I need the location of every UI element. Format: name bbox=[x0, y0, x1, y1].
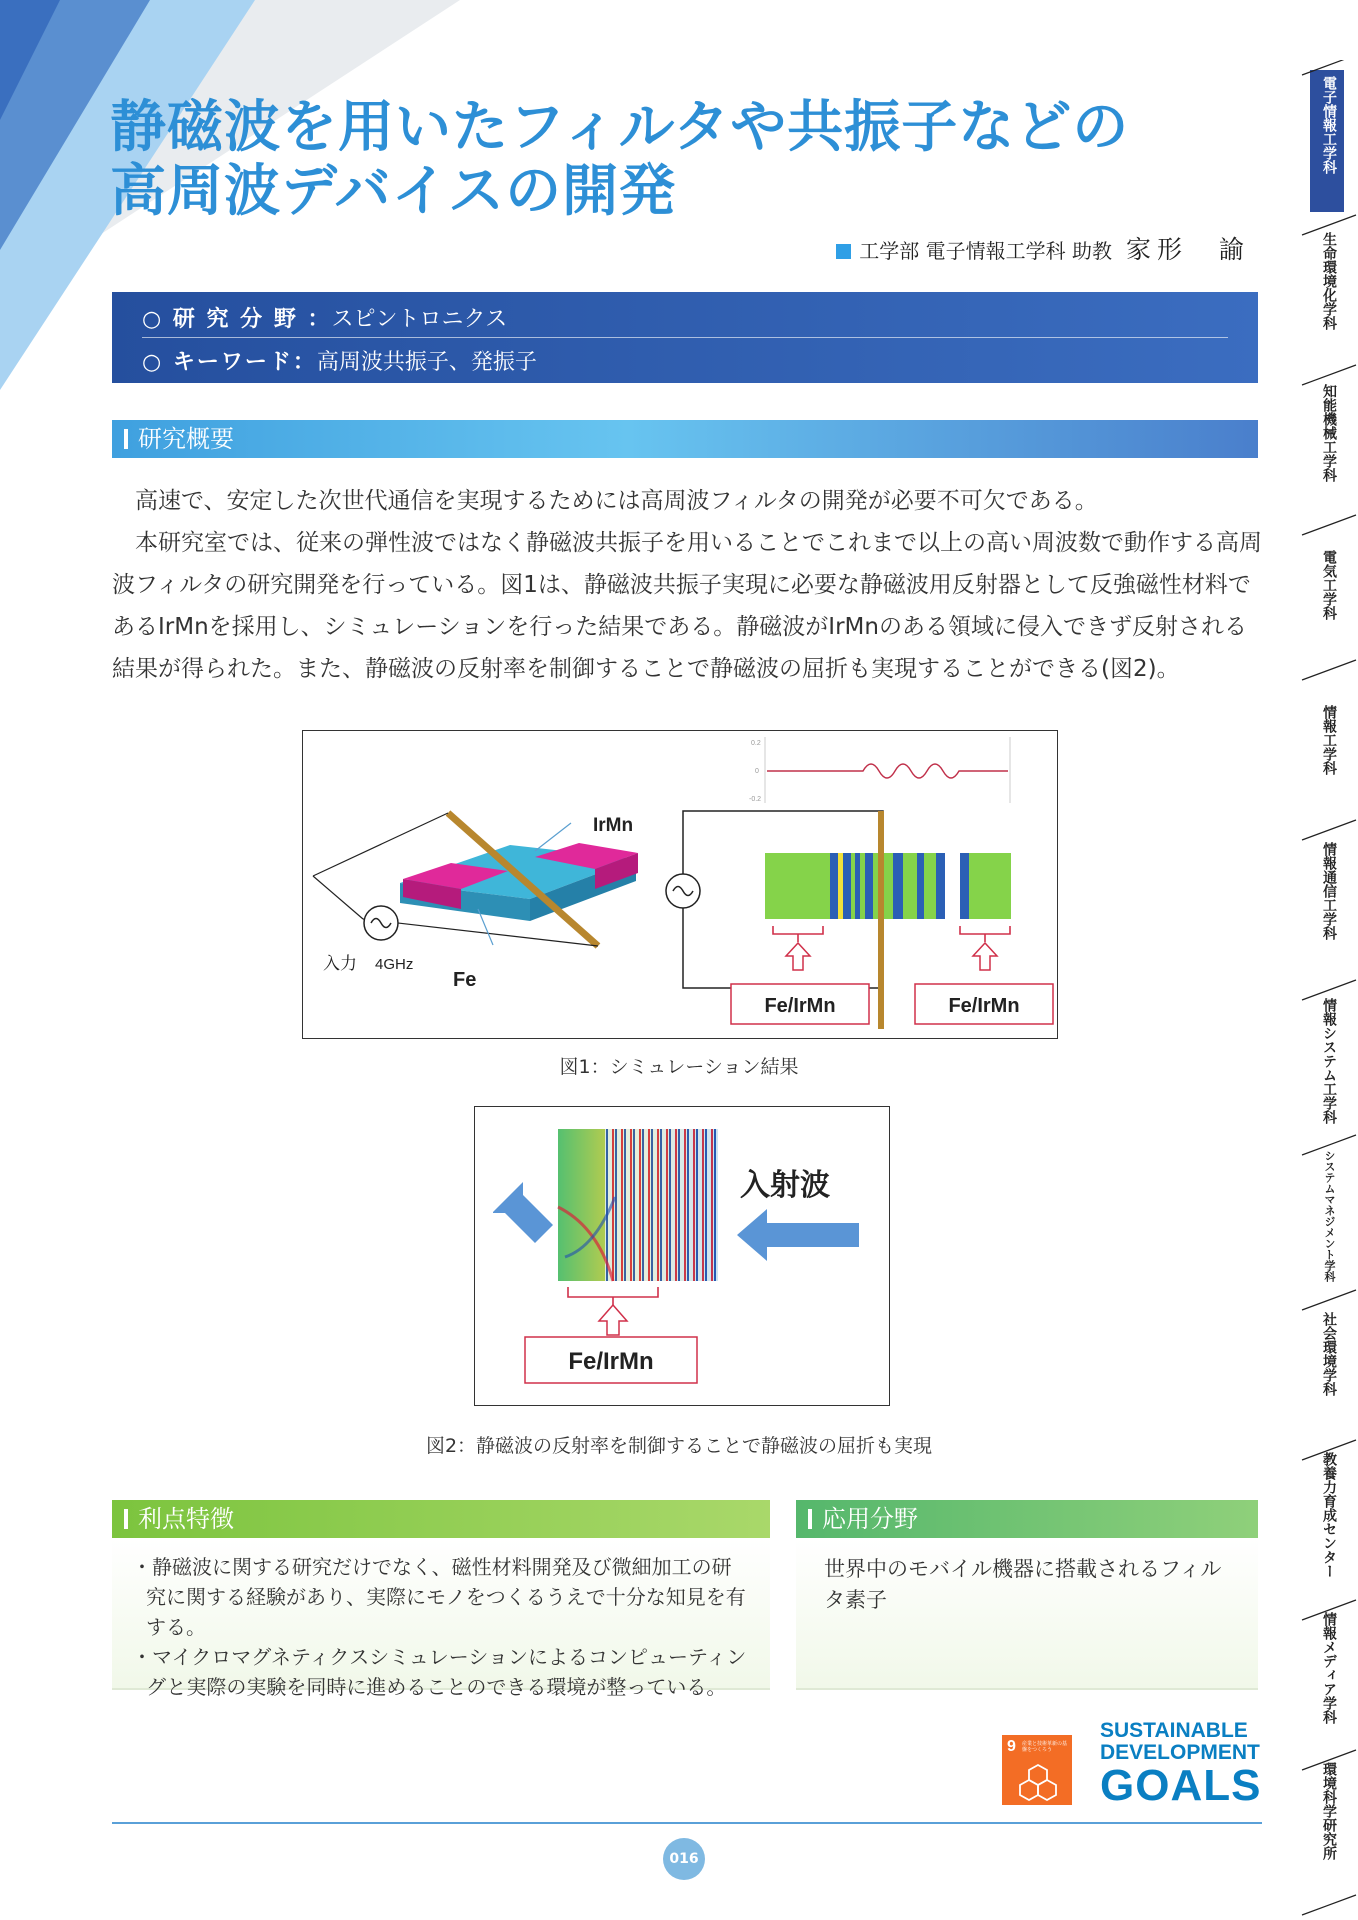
figure-1 bbox=[302, 730, 1058, 1039]
square-bullet-icon bbox=[836, 244, 851, 259]
plot-tick-mid: 0 bbox=[755, 768, 759, 775]
sdgs-logo-line-1: SUSTAINABLE bbox=[1100, 1719, 1248, 1742]
overview-header bbox=[112, 420, 1258, 458]
incident-wave-arrow bbox=[737, 1209, 859, 1261]
overview-paragraph-1: 高速で、安定した次世代通信を実現するためには高周波フィルタの開発が必要不可欠である。 bbox=[135, 488, 1098, 514]
keyword-divider bbox=[142, 337, 1228, 338]
fe-irmn-label-1: Fe/IrMn bbox=[764, 995, 836, 1017]
figure-2-diagram bbox=[475, 1107, 889, 1405]
plot-tick-top: 0.2 bbox=[751, 740, 761, 747]
figure-2 bbox=[474, 1106, 890, 1406]
sidebar-item-intelligent-mechanical[interactable]: 知能機械工学科 bbox=[1321, 384, 1337, 482]
sim-band bbox=[765, 853, 1011, 919]
sdgs-logo-line-2: DEVELOPMENT bbox=[1100, 1741, 1260, 1764]
figure-1-diagram bbox=[303, 731, 1057, 1038]
applications-panel bbox=[796, 1538, 1258, 1690]
sidebar-item-information-systems[interactable]: 情報システム工学科 bbox=[1321, 998, 1337, 1124]
antenna-bar-right bbox=[878, 811, 884, 1029]
header-bar-icon bbox=[808, 1509, 812, 1529]
applications-text: 世界中のモバイル機器に搭載されるフィルタ素子 bbox=[824, 1557, 1222, 1612]
reflected-wave-arrow bbox=[493, 1182, 553, 1243]
wave-plot bbox=[767, 764, 1008, 778]
label-incident-wave: 入射波 bbox=[740, 1168, 830, 1203]
advantages-header bbox=[112, 1500, 770, 1538]
figure-2-caption: 図2：静磁波の反射率を制御することで静磁波の屈折も実現 bbox=[425, 1435, 933, 1457]
label-irmn: IrMn bbox=[593, 815, 634, 836]
author-line bbox=[836, 230, 1250, 266]
keyword-value: 高周波共振子、発振子 bbox=[316, 350, 537, 375]
applications-heading: 応用分野 bbox=[822, 1505, 918, 1533]
author-affiliation: 工学部 電子情報工学科 助教 bbox=[859, 239, 1112, 263]
title-line-2: 高周波デバイスの開発 bbox=[110, 159, 677, 224]
footer-divider bbox=[112, 1822, 1262, 1824]
overview-paragraph-2: 本研究室では、従来の弾性波ではなく静磁波共振子を用いることでこれまで以上の高い周波数で動作する高周波フィルタの研究開発を行っている。図1は、静磁波共振子実現に必要な静磁波用反射器として反強磁性材料であるIrMnを採用し、シミュレーションを行った結果である。静磁波がIrMnのある領域に侵入できず反射される結果が得られた。また、静磁波の反射率を制御することで静磁波の屈折も実現することができる(図2)。 bbox=[112, 530, 1262, 682]
page-title bbox=[110, 96, 1170, 224]
fe-irmn-label-2: Fe/IrMn bbox=[948, 995, 1020, 1017]
sdg-goal-9-badge bbox=[1002, 1735, 1072, 1805]
sdg-goal-number: 9 bbox=[1007, 1738, 1016, 1755]
keyword-box bbox=[112, 292, 1258, 383]
header-bar-icon bbox=[124, 429, 128, 449]
sidebar-item-electronics[interactable]: 電子情報工学科 bbox=[1321, 76, 1337, 174]
sidebar-item-liberal-arts-center[interactable]: 教養力育成センター bbox=[1321, 1452, 1337, 1578]
research-field-label: ○ 研 究 分 野 ： bbox=[142, 307, 332, 332]
sidebar-item-environmental-science-institute[interactable]: 環境科学研究所 bbox=[1321, 1762, 1337, 1860]
research-field-row bbox=[142, 302, 507, 333]
sidebar-item-life-environment-chemistry[interactable]: 生命環境化学科 bbox=[1321, 232, 1337, 330]
cubes-icon bbox=[1018, 1763, 1058, 1801]
keyword-label: ○ キーワード： bbox=[142, 350, 317, 375]
label-input: 入力 bbox=[323, 954, 357, 974]
advantages-list bbox=[112, 1538, 770, 1702]
title-line-1: 静磁波を用いたフィルタや共振子などの bbox=[110, 95, 1130, 160]
advantages-panel bbox=[112, 1538, 770, 1699]
header-bar-icon bbox=[124, 1509, 128, 1529]
sidebar-item-system-management[interactable]: システムマネジメント学科 bbox=[1323, 1150, 1336, 1282]
sdgs-logo bbox=[1100, 1720, 1262, 1808]
fe-irmn-label: Fe/IrMn bbox=[568, 1348, 654, 1375]
plot-tick-bot: -0.2 bbox=[749, 796, 762, 803]
overview-text bbox=[112, 480, 1262, 690]
advantages-heading: 利点特徴 bbox=[138, 1505, 234, 1533]
advantage-item: ・静磁波に関する研究だけでなく、磁性材料開発及び微細加工の研究に関する経験があり、実際にモノをつくるうえで十分な知見を有する。 bbox=[132, 1555, 746, 1639]
sdgs-logo-line-3: GOALS bbox=[1100, 1761, 1262, 1810]
label-frequency: 4GHz bbox=[375, 956, 414, 973]
author-name: 家形 諭 bbox=[1125, 235, 1250, 264]
sidebar-item-information[interactable]: 情報工学科 bbox=[1321, 705, 1337, 775]
figure-1-caption: 図1：シミュレーション結果 bbox=[559, 1056, 799, 1078]
keyword-row bbox=[142, 345, 537, 376]
sidebar-item-social-environment[interactable]: 社会環境学科 bbox=[1321, 1312, 1337, 1396]
department-sidebar bbox=[1300, 60, 1358, 1920]
page-number: 016 bbox=[663, 1838, 705, 1880]
sidebar-item-information-communication[interactable]: 情報通信工学科 bbox=[1321, 842, 1337, 940]
advantage-item: ・マイクロマグネティクスシミュレーションによるコンピューティングと実際の実験を同時に進めることのできる環境が整っている。 bbox=[132, 1645, 747, 1699]
research-field-value: スピントロニクス bbox=[331, 307, 508, 332]
label-fe: Fe bbox=[453, 969, 477, 991]
applications-header bbox=[796, 1500, 1258, 1538]
sdg-goal-text: 産業と技術革新の基盤をつくろう bbox=[1022, 1741, 1068, 1753]
sidebar-item-information-media[interactable]: 情報メディア学科 bbox=[1321, 1612, 1337, 1724]
sidebar-item-electrical[interactable]: 電気工学科 bbox=[1321, 550, 1337, 620]
overview-heading: 研究概要 bbox=[138, 425, 234, 453]
